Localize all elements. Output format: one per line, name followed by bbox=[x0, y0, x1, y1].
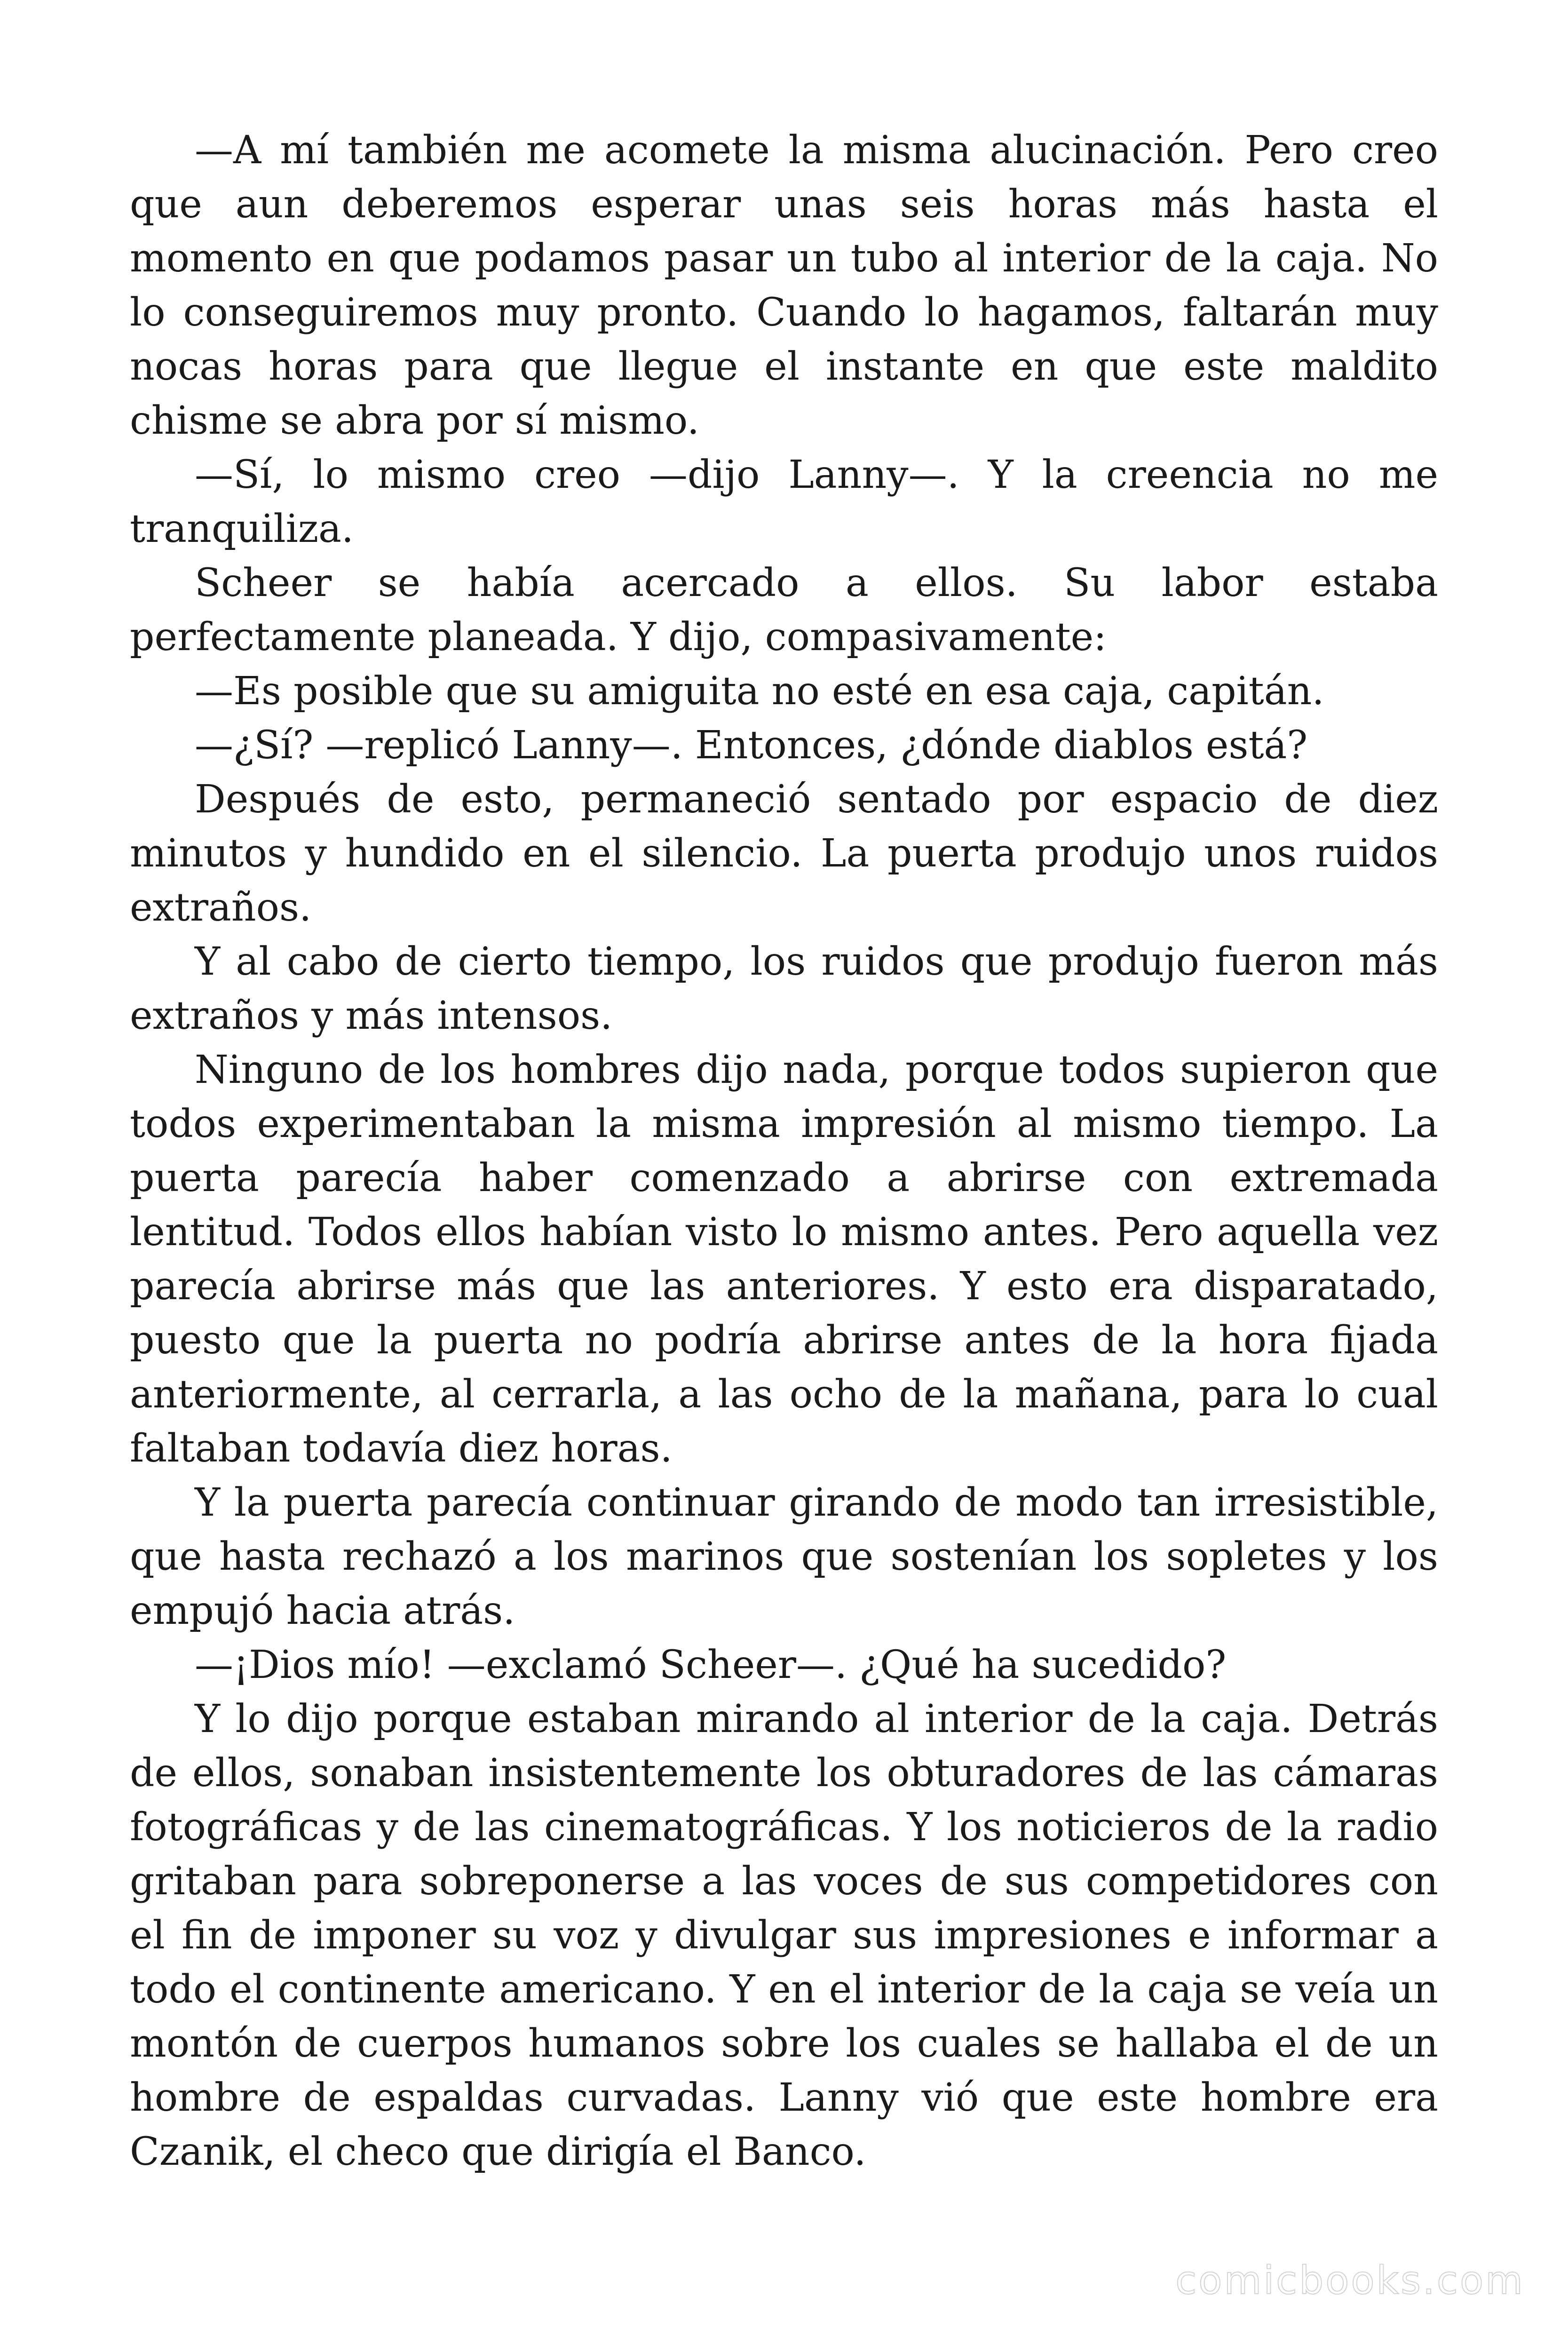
paragraph: Y al cabo de cierto tiempo, los ruidos que produjo fueron más extraños y más intensos. bbox=[130, 939, 1438, 1038]
paragraph: Después de esto, permaneció sentado por espacio de diez minutos y hundido en el silencio. La puerta produjo unos ruidos extraños. bbox=[130, 777, 1438, 930]
paragraph: —A mí también me acomete la misma alucinación. Pero creo que aun deberemos esperar unas seis horas más hasta el momento en que podamos pasar un tubo al interior de la caja. No lo conseguiremos muy pronto. Cuando lo hagamos, faltarán muy nocas horas para que llegue el instante en que este maldito chisme se abra por sí mismo. bbox=[130, 128, 1438, 443]
paragraph: —¿Sí? —replicó Lanny—. Entonces, ¿dónde diablos está? bbox=[195, 723, 1308, 768]
paragraph: Ninguno de los hombres dijo nada, porque todos supieron que todos experimentaban la misma impresión al mismo tiempo. La puerta parecía haber comenzado a abrirse con extremada lentitud. Todos ellos habían visto lo mismo antes. Pero aquella vez parecía abrirse más que las anteriores. Y esto era disparatado, puesto que la puerta no podría abrirse antes de la hora fijada anteriormente, al cerrarla, a las ocho de la mañana, para lo cual faltaban todavía diez horas. bbox=[130, 1048, 1438, 1471]
watermark: comicbooks.com bbox=[1175, 2258, 1525, 2303]
paragraph: —Es posible que su amiguita no esté en esa caja, capitán. bbox=[195, 669, 1324, 714]
paragraph: —¡Dios mío! —exclamó Scheer—. ¿Qué ha sucedido? bbox=[195, 1643, 1227, 1687]
paragraph: Scheer se había acercado a ellos. Su labor estaba perfectamente planeada. Y dijo, compasivamente: bbox=[130, 561, 1438, 660]
page-text-block bbox=[130, 123, 1438, 2179]
paragraph: —Sí, lo mismo creo —dijo Lanny—. Y la creencia no me tranquiliza. bbox=[130, 453, 1438, 551]
paragraph: Y la puerta parecía continuar girando de modo tan irresistible, que hasta rechazó a los marinos que sostenían los sopletes y los empujó hacia atrás. bbox=[130, 1480, 1438, 1633]
paragraph: Y lo dijo porque estaban mirando al interior de la caja. Detrás de ellos, sonaban insistentemente los obturadores de las cámaras fotográficas y de las cinematográficas. Y los noticieros de la radio gritaban para sobreponerse a las voces de sus competidores con el fin de imponer su voz y divulgar sus impresiones e informar a todo el continente americano. Y en el interior de la caja se veía un montón de cuerpos humanos sobre los cuales se hallaba el de un hombre de espaldas curvadas. Lanny vió que este hombre era Czanik, el checo que dirigía el Banco. bbox=[130, 1697, 1438, 2174]
